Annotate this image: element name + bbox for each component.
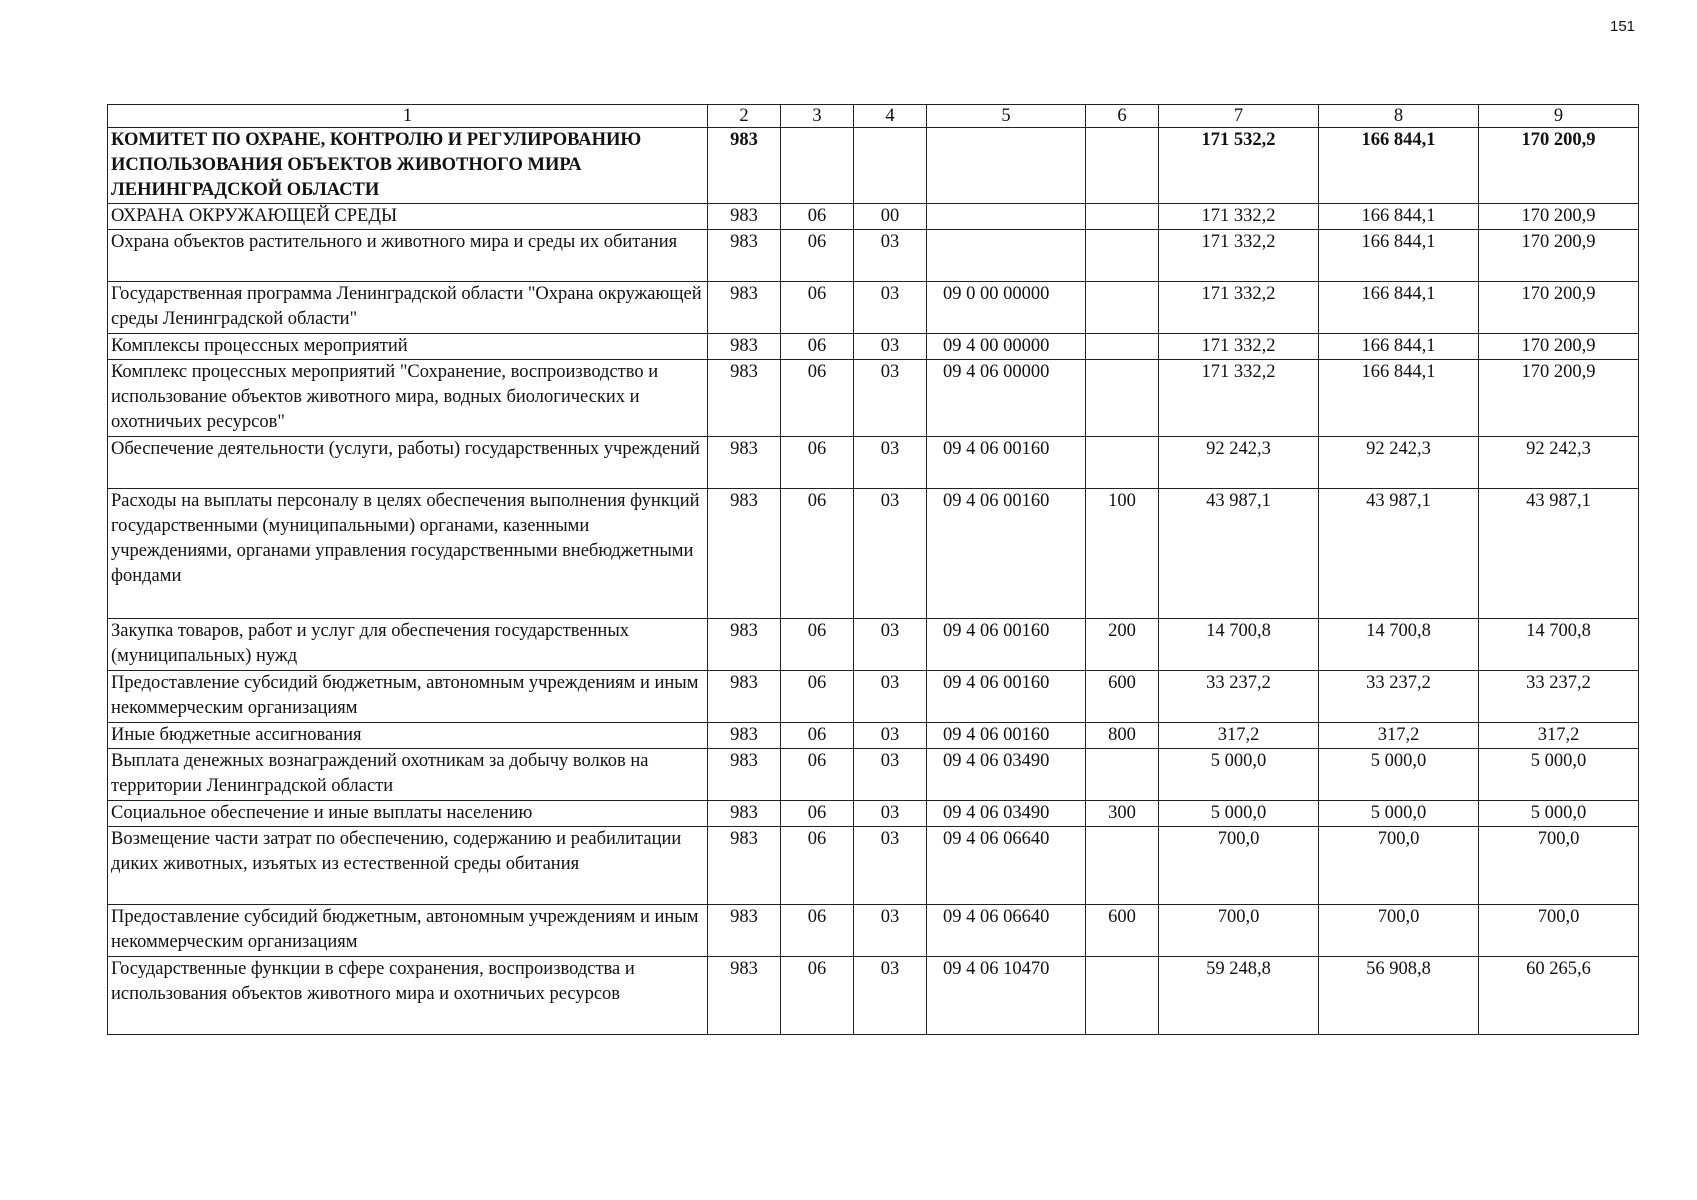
cell-target-article [927, 128, 1086, 204]
row-name: Обеспечение деятельности (услуги, работы) государственных учреждений [108, 437, 708, 489]
cell-section: 06 [781, 282, 854, 334]
cell-subsection: 03 [854, 334, 927, 360]
cell-value-8: 92 242,3 [1319, 437, 1479, 489]
cell-expense-type: 300 [1086, 801, 1159, 827]
cell-target-article: 09 4 06 03490 [927, 749, 1086, 801]
cell-value-7: 171 332,2 [1159, 282, 1319, 334]
cell-subsection: 03 [854, 801, 927, 827]
cell-target-article: 09 4 06 00000 [927, 360, 1086, 437]
cell-value-8: 43 987,1 [1319, 489, 1479, 619]
cell-target-article: 09 4 06 06640 [927, 905, 1086, 957]
cell-value-9: 5 000,0 [1479, 749, 1639, 801]
cell-section: 06 [781, 801, 854, 827]
cell-ministry: 983 [708, 801, 781, 827]
table-row [108, 801, 1639, 827]
cell-expense-type [1086, 334, 1159, 360]
table-row [108, 905, 1639, 957]
cell-target-article: 09 4 06 00160 [927, 723, 1086, 749]
cell-value-9: 170 200,9 [1479, 282, 1639, 334]
cell-ministry: 983 [708, 360, 781, 437]
cell-value-9: 92 242,3 [1479, 437, 1639, 489]
cell-target-article: 09 4 06 10470 [927, 957, 1086, 1035]
cell-ministry: 983 [708, 489, 781, 619]
cell-expense-type: 600 [1086, 671, 1159, 723]
cell-subsection: 03 [854, 489, 927, 619]
cell-value-8: 166 844,1 [1319, 282, 1479, 334]
table-row [108, 437, 1639, 489]
row-name: Социальное обеспечение и иные выплаты населению [108, 801, 708, 827]
cell-ministry: 983 [708, 204, 781, 230]
cell-value-9: 170 200,9 [1479, 334, 1639, 360]
cell-value-7: 171 332,2 [1159, 204, 1319, 230]
row-name: Комплекс процессных мероприятий "Сохранение, воспроизводство и использование объектов животного мира, водных биологических и охотничьих ресурсов" [108, 360, 708, 437]
cell-expense-type [1086, 204, 1159, 230]
cell-section: 06 [781, 334, 854, 360]
cell-section: 06 [781, 489, 854, 619]
cell-target-article: 09 4 06 00160 [927, 489, 1086, 619]
cell-value-8: 5 000,0 [1319, 801, 1479, 827]
cell-subsection [854, 128, 927, 204]
cell-value-7: 5 000,0 [1159, 749, 1319, 801]
table-row [108, 671, 1639, 723]
cell-value-9: 33 237,2 [1479, 671, 1639, 723]
cell-value-9: 170 200,9 [1479, 230, 1639, 282]
cell-section: 06 [781, 905, 854, 957]
cell-section: 06 [781, 723, 854, 749]
cell-section: 06 [781, 204, 854, 230]
cell-subsection: 03 [854, 827, 927, 905]
cell-expense-type: 600 [1086, 905, 1159, 957]
cell-section: 06 [781, 671, 854, 723]
cell-ministry: 983 [708, 282, 781, 334]
cell-section: 06 [781, 749, 854, 801]
cell-subsection: 00 [854, 204, 927, 230]
cell-value-8: 166 844,1 [1319, 204, 1479, 230]
cell-ministry: 983 [708, 905, 781, 957]
cell-value-7: 5 000,0 [1159, 801, 1319, 827]
cell-subsection: 03 [854, 230, 927, 282]
header-cell: 7 [1159, 105, 1319, 128]
header-cell: 8 [1319, 105, 1479, 128]
cell-value-8: 166 844,1 [1319, 128, 1479, 204]
table-row [108, 827, 1639, 905]
cell-target-article: 09 4 06 00160 [927, 437, 1086, 489]
cell-value-8: 14 700,8 [1319, 619, 1479, 671]
cell-expense-type [1086, 360, 1159, 437]
cell-section [781, 128, 854, 204]
cell-value-9: 700,0 [1479, 905, 1639, 957]
cell-value-7: 171 332,2 [1159, 334, 1319, 360]
cell-ministry: 983 [708, 749, 781, 801]
row-name: ОХРАНА ОКРУЖАЮЩЕЙ СРЕДЫ [108, 204, 708, 230]
cell-expense-type [1086, 128, 1159, 204]
table-row [108, 230, 1639, 282]
cell-value-7: 700,0 [1159, 905, 1319, 957]
header-cell: 1 [108, 105, 708, 128]
cell-section: 06 [781, 827, 854, 905]
page-number: 151 [1610, 18, 1636, 35]
cell-value-8: 5 000,0 [1319, 749, 1479, 801]
header-cell: 2 [708, 105, 781, 128]
cell-value-9: 170 200,9 [1479, 204, 1639, 230]
cell-value-7: 171 532,2 [1159, 128, 1319, 204]
cell-ministry: 983 [708, 437, 781, 489]
cell-subsection: 03 [854, 282, 927, 334]
cell-expense-type [1086, 957, 1159, 1035]
cell-expense-type [1086, 827, 1159, 905]
cell-section: 06 [781, 360, 854, 437]
cell-value-7: 14 700,8 [1159, 619, 1319, 671]
cell-value-9: 700,0 [1479, 827, 1639, 905]
header-cell: 4 [854, 105, 927, 128]
header-cell: 6 [1086, 105, 1159, 128]
row-name: Комплексы процессных мероприятий [108, 334, 708, 360]
row-name: Предоставление субсидий бюджетным, автономным учреждениям и иным некоммерческим организациям [108, 905, 708, 957]
header-cell: 3 [781, 105, 854, 128]
cell-value-7: 43 987,1 [1159, 489, 1319, 619]
table-header-row [108, 105, 1639, 128]
cell-expense-type: 200 [1086, 619, 1159, 671]
cell-value-7: 92 242,3 [1159, 437, 1319, 489]
cell-section: 06 [781, 619, 854, 671]
cell-target-article: 09 4 06 03490 [927, 801, 1086, 827]
cell-value-7: 171 332,2 [1159, 360, 1319, 437]
cell-value-9: 170 200,9 [1479, 360, 1639, 437]
row-name: Выплата денежных вознаграждений охотникам за добычу волков на территории Ленинградской области [108, 749, 708, 801]
row-name: КОМИТЕТ ПО ОХРАНЕ, КОНТРОЛЮ И РЕГУЛИРОВАНИЮ ИСПОЛЬЗОВАНИЯ ОБЪЕКТОВ ЖИВОТНОГО МИРА ЛЕНИНГРАДСКОЙ ОБЛАСТИ [108, 128, 708, 204]
cell-subsection: 03 [854, 360, 927, 437]
cell-target-article: 09 4 06 06640 [927, 827, 1086, 905]
cell-expense-type: 100 [1086, 489, 1159, 619]
cell-target-article [927, 230, 1086, 282]
cell-expense-type: 800 [1086, 723, 1159, 749]
cell-value-8: 317,2 [1319, 723, 1479, 749]
row-name: Охрана объектов растительного и животного мира и среды их обитания [108, 230, 708, 282]
cell-subsection: 03 [854, 619, 927, 671]
cell-ministry: 983 [708, 334, 781, 360]
cell-target-article: 09 4 06 00160 [927, 619, 1086, 671]
table-row [108, 723, 1639, 749]
table-row [108, 282, 1639, 334]
cell-target-article: 09 4 06 00160 [927, 671, 1086, 723]
row-name: Государственная программа Ленинградской области "Охрана окружающей среды Ленинградской области" [108, 282, 708, 334]
table-row [108, 128, 1639, 204]
row-name: Расходы на выплаты персоналу в целях обеспечения выполнения функций государственными (муниципальными) органами, казенными учреждениями, органами управления государственными внебюджетными фондами [108, 489, 708, 619]
cell-value-7: 33 237,2 [1159, 671, 1319, 723]
row-name: Предоставление субсидий бюджетным, автономным учреждениям и иным некоммерческим организациям [108, 671, 708, 723]
cell-value-8: 166 844,1 [1319, 360, 1479, 437]
cell-subsection: 03 [854, 671, 927, 723]
cell-value-8: 166 844,1 [1319, 334, 1479, 360]
cell-value-8: 166 844,1 [1319, 230, 1479, 282]
cell-target-article [927, 204, 1086, 230]
row-name: Государственные функции в сфере сохранения, воспроизводства и использования объектов животного мира и охотничьих ресурсов [108, 957, 708, 1035]
table-row [108, 957, 1639, 1035]
cell-target-article: 09 0 00 00000 [927, 282, 1086, 334]
cell-value-7: 317,2 [1159, 723, 1319, 749]
table-row [108, 204, 1639, 230]
budget-table [107, 104, 1639, 1035]
cell-value-8: 56 908,8 [1319, 957, 1479, 1035]
cell-value-9: 5 000,0 [1479, 801, 1639, 827]
cell-subsection: 03 [854, 749, 927, 801]
cell-value-9: 170 200,9 [1479, 128, 1639, 204]
cell-section: 06 [781, 437, 854, 489]
cell-ministry: 983 [708, 619, 781, 671]
cell-value-9: 14 700,8 [1479, 619, 1639, 671]
cell-value-9: 60 265,6 [1479, 957, 1639, 1035]
cell-value-7: 700,0 [1159, 827, 1319, 905]
cell-value-7: 171 332,2 [1159, 230, 1319, 282]
table-row [108, 360, 1639, 437]
header-cell: 9 [1479, 105, 1639, 128]
cell-ministry: 983 [708, 827, 781, 905]
header-cell: 5 [927, 105, 1086, 128]
table-row [108, 489, 1639, 619]
cell-value-8: 33 237,2 [1319, 671, 1479, 723]
cell-value-8: 700,0 [1319, 905, 1479, 957]
table-row [108, 619, 1639, 671]
cell-subsection: 03 [854, 723, 927, 749]
row-name: Возмещение части затрат по обеспечению, содержанию и реабилитации диких животных, изъятых из естественной среды обитания [108, 827, 708, 905]
cell-target-article: 09 4 00 00000 [927, 334, 1086, 360]
table-row [108, 749, 1639, 801]
cell-value-8: 700,0 [1319, 827, 1479, 905]
cell-subsection: 03 [854, 437, 927, 489]
cell-ministry: 983 [708, 723, 781, 749]
table-row [108, 334, 1639, 360]
cell-ministry: 983 [708, 128, 781, 204]
cell-value-9: 43 987,1 [1479, 489, 1639, 619]
cell-expense-type [1086, 230, 1159, 282]
cell-value-7: 59 248,8 [1159, 957, 1319, 1035]
cell-expense-type [1086, 437, 1159, 489]
row-name: Закупка товаров, работ и услуг для обеспечения государственных (муниципальных) нужд [108, 619, 708, 671]
cell-expense-type [1086, 282, 1159, 334]
cell-ministry: 983 [708, 957, 781, 1035]
row-name: Иные бюджетные ассигнования [108, 723, 708, 749]
cell-section: 06 [781, 230, 854, 282]
cell-subsection: 03 [854, 905, 927, 957]
cell-subsection: 03 [854, 957, 927, 1035]
cell-ministry: 983 [708, 671, 781, 723]
cell-section: 06 [781, 957, 854, 1035]
cell-expense-type [1086, 749, 1159, 801]
cell-ministry: 983 [708, 230, 781, 282]
cell-value-9: 317,2 [1479, 723, 1639, 749]
